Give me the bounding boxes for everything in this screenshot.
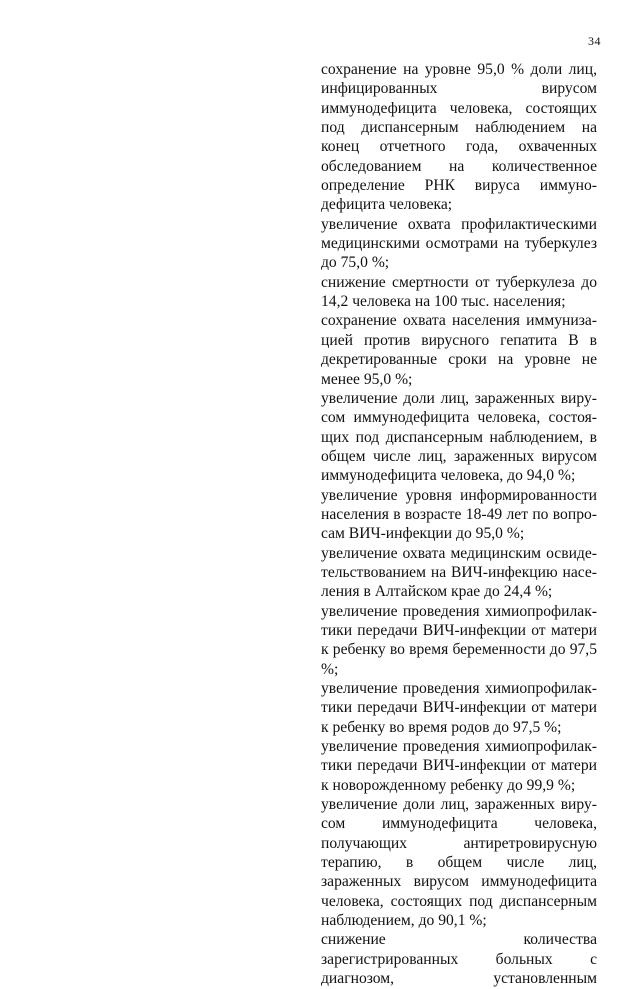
paragraph: увеличение уровня информированности населения в возрасте 18-49 лет по вопросам ВИЧ-инфекции до 95,0 %;: [321, 486, 597, 543]
paragraph: увеличение доли лиц, зараженных вирусом иммунодефицита человека, состоящих под диспансерным наблюдением, в общем числе лиц, зараженных вирусом иммунодефицита человека, до 94,0 %;: [321, 389, 597, 485]
paragraph: увеличение проведения химиопрофилактики передачи ВИЧ-инфекции от матери к ребенку во время родов до 97,5 %;: [321, 680, 597, 736]
text-column: [321, 60, 597, 989]
paragraph: увеличение доли лиц, зараженных вирусом иммунодефицита человека, получающих антиретровирусную терапию, в общем числе лиц, зараженных вирусом иммунодефицита человека, состоящих под диспансерным наблюдением, до 90,1 %;: [321, 796, 597, 930]
paragraph: увеличение охвата медицинским освидетельствованием на ВИЧ-инфекцию населения в Алтайском крае до 24,4 %;: [321, 544, 597, 601]
paragraph-continued: снижение количества зарегистрированных больных с диагнозом, установленным: [321, 931, 597, 988]
paragraph: сохранение охвата населения иммунизацией против вирусного гепатита В в декретированные сроки на уровне не менее 95,0 %;: [321, 312, 597, 388]
paragraph: увеличение проведения химиопрофилактики передачи ВИЧ-инфекции от матери к новорожденному ребенку до 99,9 %;: [321, 738, 597, 794]
paragraph: сохранение на уровне 95,0 % доли лиц, инфицированных вирусом иммунодефицита человека, состоящих под диспансерным наблюдением на конец отчетного года, охваченных обследованием на количественное определение РНК вируса иммунодефицита человека;: [321, 61, 597, 214]
paragraph: увеличение охвата профилактическими медицинскими осмотрами на туберкулез до 75,0 %;: [321, 215, 597, 272]
paragraph: увеличение проведения химиопрофилактики передачи ВИЧ-инфекции от матери к ребенку во время беременности до 97,5 %;: [321, 602, 597, 678]
page-number: 34: [588, 34, 601, 48]
paragraph: снижение смертности от туберкулеза до 14,2 человека на 100 тыс. населения;: [321, 273, 597, 311]
